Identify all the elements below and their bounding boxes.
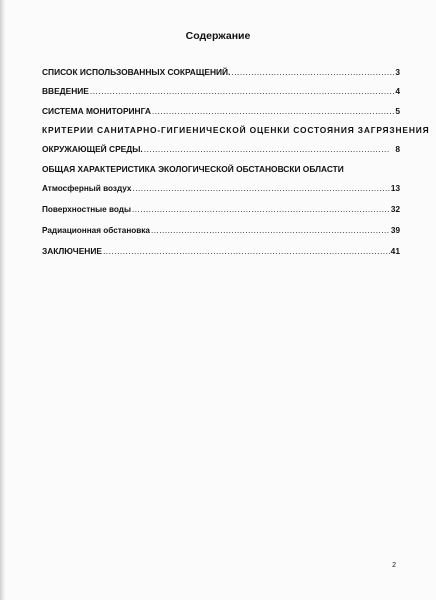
toc-entry-label: ВВЕДЕНИЕ (42, 86, 89, 96)
toc-entry-page: 4 (395, 86, 400, 96)
toc-entry-page: 39 (390, 226, 400, 235)
toc-entry-label: ОКРУЖАЮЩЕЙ СРЕДЫ. (42, 144, 143, 154)
leader-dots (152, 106, 394, 116)
leader-dots (151, 226, 390, 235)
toc-entry-abbreviations[interactable] (42, 67, 400, 77)
leader-dots (144, 144, 391, 154)
toc-entry-label: СИСТЕМА МОНИТОРИНГА (42, 106, 151, 116)
toc-entry-label: ОБЩАЯ ХАРАКТЕРИСТИКА ЭКОЛОГИЧЕСКОЙ ОБСТАНОВСКИ ОБЛАСТИ (42, 164, 344, 174)
leader-dots (231, 67, 394, 77)
toc-entry-criteria-line1[interactable]: КРИТЕРИИ САНИТАРНО-ГИГИЕНИЧЕСКОЙ ОЦЕНКИ СОСТОЯНИЯ ЗАГРЯЗНЕНИЯ (42, 125, 430, 135)
toc-entry-label: Атмосферный воздух (42, 184, 132, 193)
toc-entry-label: Радиационная обстановка (42, 226, 150, 235)
toc-entry-radiation[interactable] (42, 226, 400, 235)
toc-entry-label: ЗАКЛЮЧЕНИЕ (42, 246, 102, 256)
leader-dots (90, 86, 394, 96)
toc-entry-label: СПИСОК ИСПОЛЬЗОВАННЫХ СОКРАЩЕНИЙ. (42, 67, 231, 77)
toc-entry-conclusion[interactable] (42, 246, 400, 256)
leader-dots (132, 205, 390, 214)
toc-entry-criteria[interactable] (42, 144, 400, 154)
toc-entry-page: 8 (395, 144, 400, 154)
toc-entry-label: Поверхностные воды (42, 205, 131, 214)
toc-entry-monitoring-system[interactable] (42, 106, 400, 116)
toc-entry-surface-water[interactable] (42, 205, 400, 214)
toc-entry-page: 32 (390, 205, 400, 214)
toc-entry-ecology-overview[interactable] (42, 164, 400, 174)
page-number: 2 (392, 562, 396, 569)
page-title: Содержание (185, 30, 251, 42)
scan-edge (0, 0, 6, 600)
toc-entry-page: 5 (395, 106, 400, 116)
toc-entry-page: 41 (390, 246, 400, 256)
toc-entry-air[interactable] (42, 184, 400, 193)
toc-entry-page: 3 (395, 67, 400, 77)
leader-dots (103, 246, 390, 256)
toc-entry-introduction[interactable] (42, 86, 400, 96)
toc-entry-page: 13 (390, 184, 400, 193)
leader-dots (132, 184, 389, 193)
